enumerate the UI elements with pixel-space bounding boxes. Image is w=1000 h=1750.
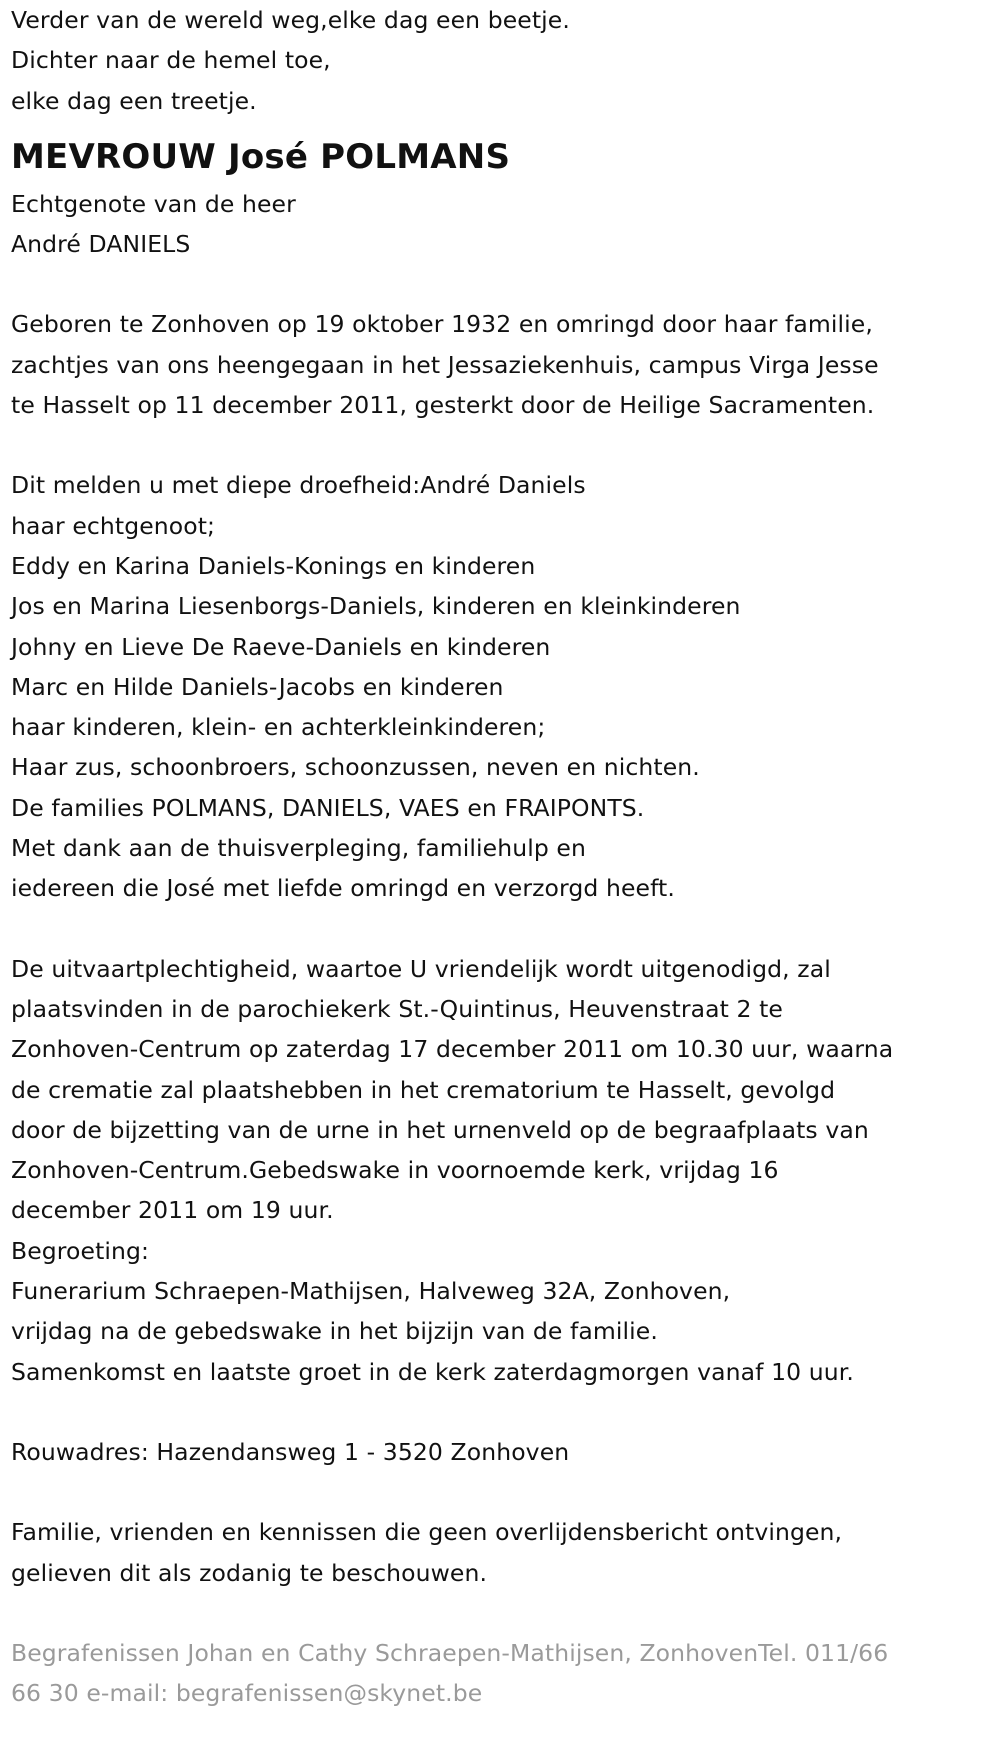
funeral-line: vrijdag na de gebedswake in het bijzijn van de familie. [11, 1317, 658, 1346]
funeral-line: Begroeting: [11, 1236, 150, 1265]
mourner-line: Eddy en Karina Daniels-Konings en kinderen [11, 551, 536, 580]
notice [11, 1512, 996, 1593]
footer-line: 66 30 e-mail: begrafenissen@skynet.be [11, 1679, 483, 1708]
poem [11, 0, 996, 121]
spouse-line: André DANIELS [11, 230, 191, 259]
spouse-line: Echtgenote van de heer [11, 189, 296, 218]
funeral-line: plaatsvinden in de parochiekerk St.-Quintinus, Heuvenstraat 2 te [11, 994, 783, 1023]
spouse-info [11, 184, 996, 265]
obituary-page [11, 0, 996, 1713]
funeral-details [11, 949, 996, 1392]
mourner-line: De families POLMANS, DANIELS, VAES en FRAIPONTS. [11, 793, 645, 822]
birth-line: te Hasselt op 11 december 2011, gesterkt door de Heilige Sacramenten. [11, 391, 875, 420]
birth-line: Geboren te Zonhoven op 19 oktober 1932 en omringd door haar familie, [11, 310, 873, 339]
funeral-line: december 2011 om 19 uur. [11, 1196, 334, 1225]
notice-line: Familie, vrienden en kennissen die geen overlijdensbericht ontvingen, [11, 1518, 843, 1547]
mourner-line: Haar zus, schoonbroers, schoonzussen, neven en nichten. [11, 753, 700, 782]
funeral-line: De uitvaartplechtigheid, waartoe U vriendelijk wordt uitgenodigd, zal [11, 954, 831, 983]
mourner-line: haar echtgenoot; [11, 511, 216, 540]
birth-line: zachtjes van ons heengegaan in het Jessaziekenhuis, campus Virga Jesse [11, 350, 879, 379]
funeral-line: door de bijzetting van de urne in het urnenveld op de begraafplaats van [11, 1115, 869, 1144]
poem-line: Verder van de wereld weg,elke dag een beetje. [11, 6, 570, 34]
address-line: Rouwadres: Hazendansweg 1 - 3520 Zonhoven [11, 1437, 570, 1466]
notice-line: gelieven dit als zodanig te beschouwen. [11, 1558, 488, 1587]
funeral-line: Zonhoven-Centrum.Gebedswake in voornoemde kerk, vrijdag 16 [11, 1156, 779, 1185]
deceased-name-title: MEVROUW José POLMANS [11, 136, 511, 177]
mourner-line: Jos en Marina Liesenborgs-Daniels, kinderen en kleinkinderen [11, 592, 741, 621]
funeral-line: Zonhoven-Centrum op zaterdag 17 december 2011 om 10.30 uur, waarna [11, 1035, 894, 1064]
footer-line: Begrafenissen Johan en Cathy Schraepen-Mathijsen, ZonhovenTel. 011/66 [11, 1638, 889, 1667]
mourning-address [11, 1432, 996, 1472]
mourner-line: iedereen die José met liefde omringd en verzorgd heeft. [11, 874, 675, 903]
funeral-line: Samenkomst en laatste groet in de kerk zaterdagmorgen vanaf 10 uur. [11, 1357, 854, 1386]
birth-paragraph [11, 304, 996, 425]
mourner-line: Johny en Lieve De Raeve-Daniels en kinderen [11, 632, 551, 661]
undertaker-footer [11, 1633, 996, 1714]
mourners-list [11, 465, 996, 908]
funeral-line: Funerarium Schraepen-Mathijsen, Halveweg 32A, Zonhoven, [11, 1277, 731, 1306]
funeral-line: de crematie zal plaatshebben in het crematorium te Hasselt, gevolgd [11, 1075, 836, 1104]
mourner-line: haar kinderen, klein- en achterkleinkinderen; [11, 713, 546, 742]
mourner-line: Marc en Hilde Daniels-Jacobs en kinderen [11, 672, 504, 701]
mourner-line: Dit melden u met diepe droefheid:André Daniels [11, 471, 586, 500]
poem-line: Dichter naar de hemel toe, [11, 46, 331, 75]
poem-line: elke dag een treetje. [11, 86, 257, 115]
mourner-line: Met dank aan de thuisverpleging, familiehulp en [11, 834, 586, 863]
